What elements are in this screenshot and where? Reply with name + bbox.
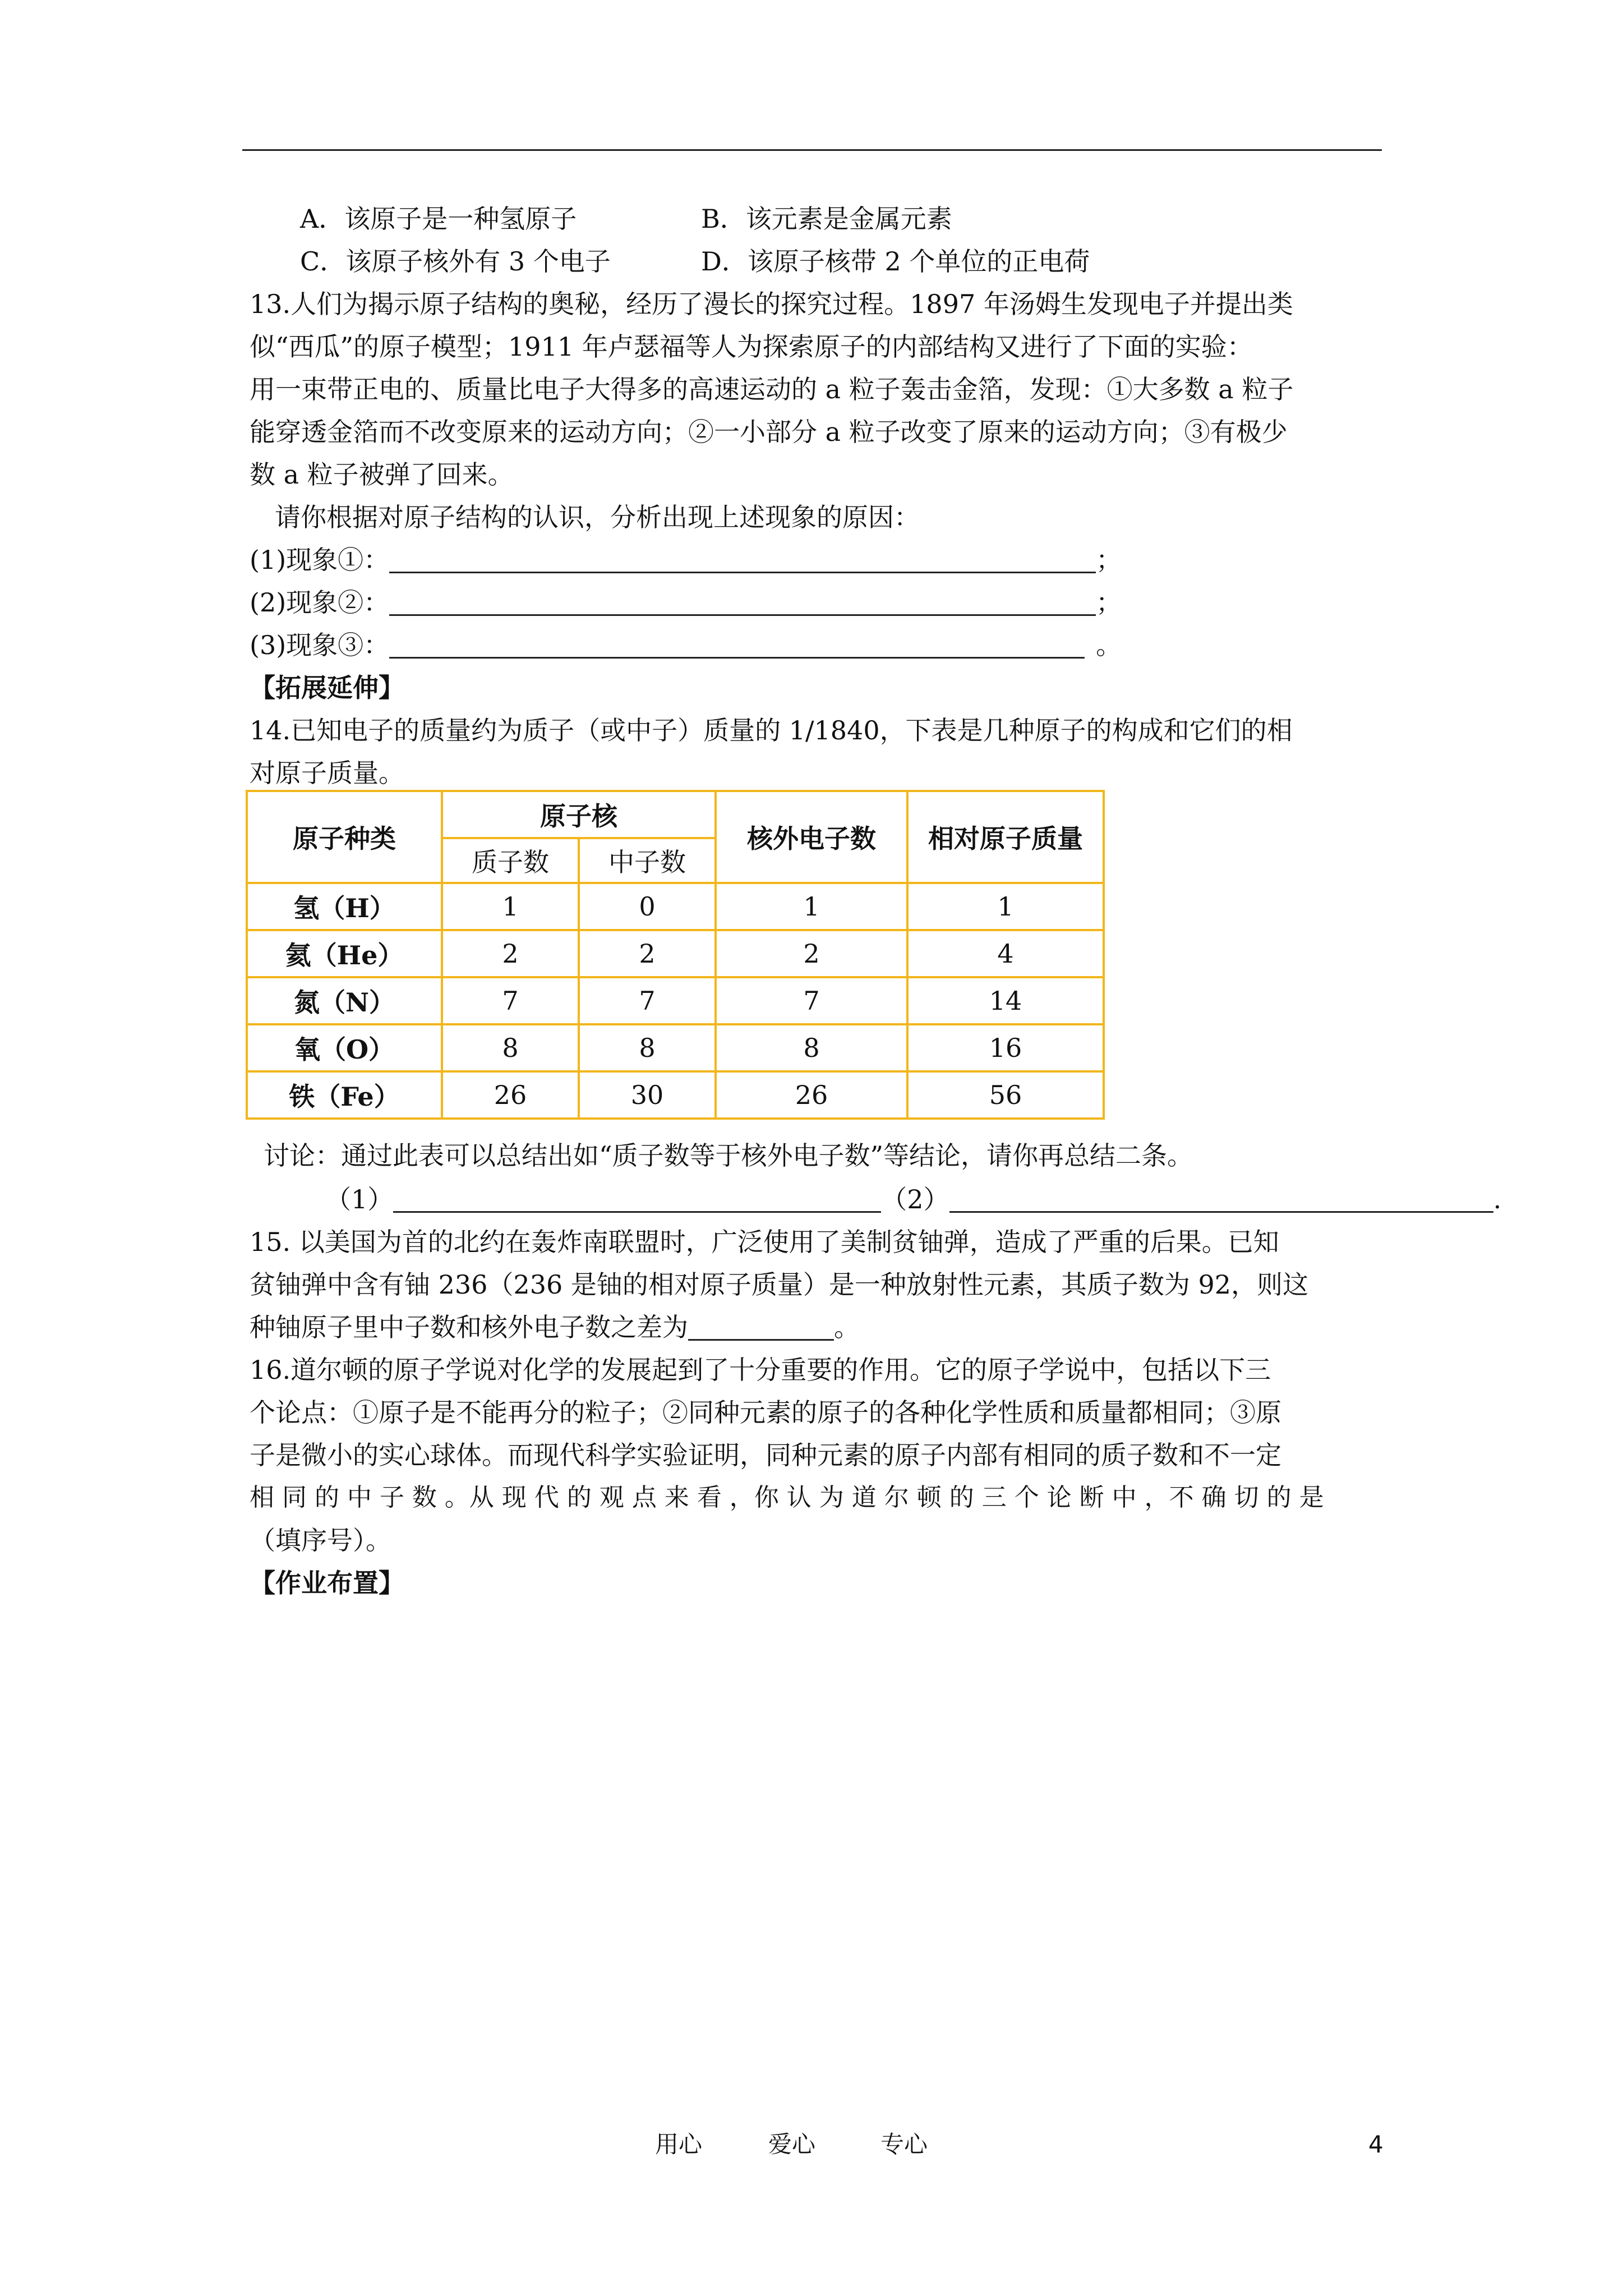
- q13-line: 能穿透金箔而不改变原来的运动方向；②一小部分 a 粒子改变了原来的运动方向；③有极少: [250, 417, 1288, 447]
- neutrons-cell: 0: [579, 883, 716, 930]
- table-row: [247, 977, 1104, 1024]
- header-neutrons: 中子数: [579, 838, 716, 883]
- q13-line: 用一束带正电的、质量比电子大得多的高速运动的 a 粒子轰击金箔，发现：①大多数 a 粒子: [250, 374, 1294, 404]
- footer-motto-3: 专心: [880, 2131, 928, 2158]
- q16-line: 16.道尔顿的原子学说对化学的发展起到了十分重要的作用。它的原子学说中，包括以下三: [250, 1355, 1271, 1385]
- neutrons-cell: 30: [579, 1071, 716, 1119]
- q13-line: 13.人们为揭示原子结构的奥秘，经历了漫长的探究过程。1897 年汤姆生发现电子并提出类: [250, 289, 1293, 319]
- answer-blank[interactable]: [389, 547, 1096, 573]
- footer-motto-2: 爱心: [768, 2131, 816, 2158]
- table-row: [247, 1024, 1104, 1071]
- header-electrons: 核外电子数: [716, 791, 907, 883]
- q14-line: 对原子质量。: [250, 758, 404, 788]
- q16-line: 子是微小的实心球体。而现代科学实验证明，同种元素的原子内部有相同的质子数和不一定: [250, 1440, 1281, 1470]
- q15-line: 种铀原子里中子数和核外电子数之差为 。: [250, 1312, 860, 1342]
- answer-blank[interactable]: [389, 632, 1085, 659]
- header-nucleus: 原子核: [442, 791, 716, 838]
- q16-line: 个论点：①原子是不能再分的粒子；②同种元素的原子的各种化学性质和质量都相同；③原: [250, 1397, 1281, 1428]
- answer-blank[interactable]: [389, 590, 1096, 616]
- electrons-cell: 1: [716, 883, 907, 930]
- answer-label: （1）: [325, 1184, 394, 1214]
- atom-name: 氢（H）: [247, 883, 442, 930]
- neutrons-cell: 7: [579, 977, 716, 1024]
- electrons-cell: 26: [716, 1071, 907, 1119]
- protons-cell: 8: [442, 1024, 579, 1071]
- footer-motto-1: 用心: [655, 2131, 703, 2158]
- table-row: [247, 1071, 1104, 1119]
- protons-cell: 1: [442, 883, 579, 930]
- q13-answer-2: (2)现象②： ；: [250, 587, 1122, 618]
- header-protons: 质子数: [442, 838, 579, 883]
- answer-blank[interactable]: [949, 1186, 1493, 1213]
- answer-label: (2)现象②：: [250, 587, 390, 618]
- q13-answer-3: (3)现象③： 。: [250, 630, 1122, 660]
- neutrons-cell: 8: [579, 1024, 716, 1071]
- q15-line: 贫铀弹中含有铀 236（236 是铀的相对原子质量）是一种放射性元素，其质子数为 92，则这: [250, 1269, 1308, 1300]
- section-heading-homework: 【作业布置】: [250, 1568, 404, 1598]
- protons-cell: 7: [442, 977, 579, 1024]
- header-rule: [242, 149, 1382, 151]
- q13-line: 似“西瓜”的原子模型；1911 年卢瑟福等人为探索原子的内部结构又进行了下面的实验：: [250, 332, 1253, 362]
- option-a: A．该原子是一种氢原子: [300, 204, 577, 234]
- q14-line: 14.已知电子的质量约为质子（或中子）质量的 1/1840，下表是几种原子的构成和它们的相: [250, 715, 1293, 746]
- section-heading-extension: 【拓展延伸】: [250, 673, 404, 703]
- header-relative-mass: 相对原子质量: [907, 791, 1104, 883]
- answer-label: （2）: [881, 1184, 949, 1214]
- protons-cell: 2: [442, 930, 579, 977]
- table-row: [247, 930, 1104, 977]
- mass-cell: 16: [907, 1024, 1104, 1071]
- atom-name: 氦（He）: [247, 930, 442, 977]
- q16-line: 相 同 的 中 子 数 。从 现 代 的 观 点 来 看 ，你 认 为 道 尔 顿 的 三 个 论 断 中 ，不 确 切 的 是: [250, 1483, 1324, 1512]
- electrons-cell: 7: [716, 977, 907, 1024]
- mass-cell: 4: [907, 930, 1104, 977]
- answer-label: (1)现象①：: [250, 545, 390, 575]
- q13-prompt: 请你根据对原子结构的认识，分析出现上述现象的原因：: [275, 502, 920, 532]
- neutrons-cell: 2: [579, 930, 716, 977]
- page-number: 4: [1368, 2131, 1384, 2158]
- header-atom-type: 原子种类: [247, 791, 442, 883]
- atom-name: 氧（O）: [247, 1024, 442, 1071]
- answer-blank[interactable]: [393, 1186, 881, 1213]
- mass-cell: 56: [907, 1071, 1104, 1119]
- option-c: C．该原子核外有 3 个电子: [300, 246, 611, 277]
- electrons-cell: 8: [716, 1024, 907, 1071]
- mass-cell: 1: [907, 883, 1104, 930]
- option-d: D．该原子核带 2 个单位的正电荷: [701, 246, 1090, 277]
- q14-answer-blanks: （1） （2） .: [325, 1184, 1502, 1214]
- q13-answer-1: (1)现象①： ；: [250, 545, 1122, 575]
- option-b: B．该元素是金属元素: [701, 204, 952, 234]
- q14-discussion: 讨论：通过此表可以总结出如“质子数等于核外电子数”等结论，请你再总结二条。: [264, 1140, 1193, 1171]
- protons-cell: 26: [442, 1071, 579, 1119]
- electrons-cell: 2: [716, 930, 907, 977]
- atom-name: 铁（Fe）: [247, 1071, 442, 1119]
- atom-name: 氮（N）: [247, 977, 442, 1024]
- atom-composition-table: [246, 790, 1105, 1120]
- q15-line: 15. 以美国为首的北约在轰炸南联盟时，广泛使用了美制贫铀弹，造成了严重的后果。已知: [250, 1227, 1279, 1257]
- table-row: [247, 883, 1104, 930]
- answer-blank[interactable]: [688, 1314, 834, 1341]
- q13-line: 数 a 粒子被弹了回来。: [250, 459, 514, 490]
- q16-line: （填序号）。: [250, 1525, 391, 1556]
- mass-cell: 14: [907, 977, 1104, 1024]
- answer-label: (3)现象③：: [250, 630, 390, 660]
